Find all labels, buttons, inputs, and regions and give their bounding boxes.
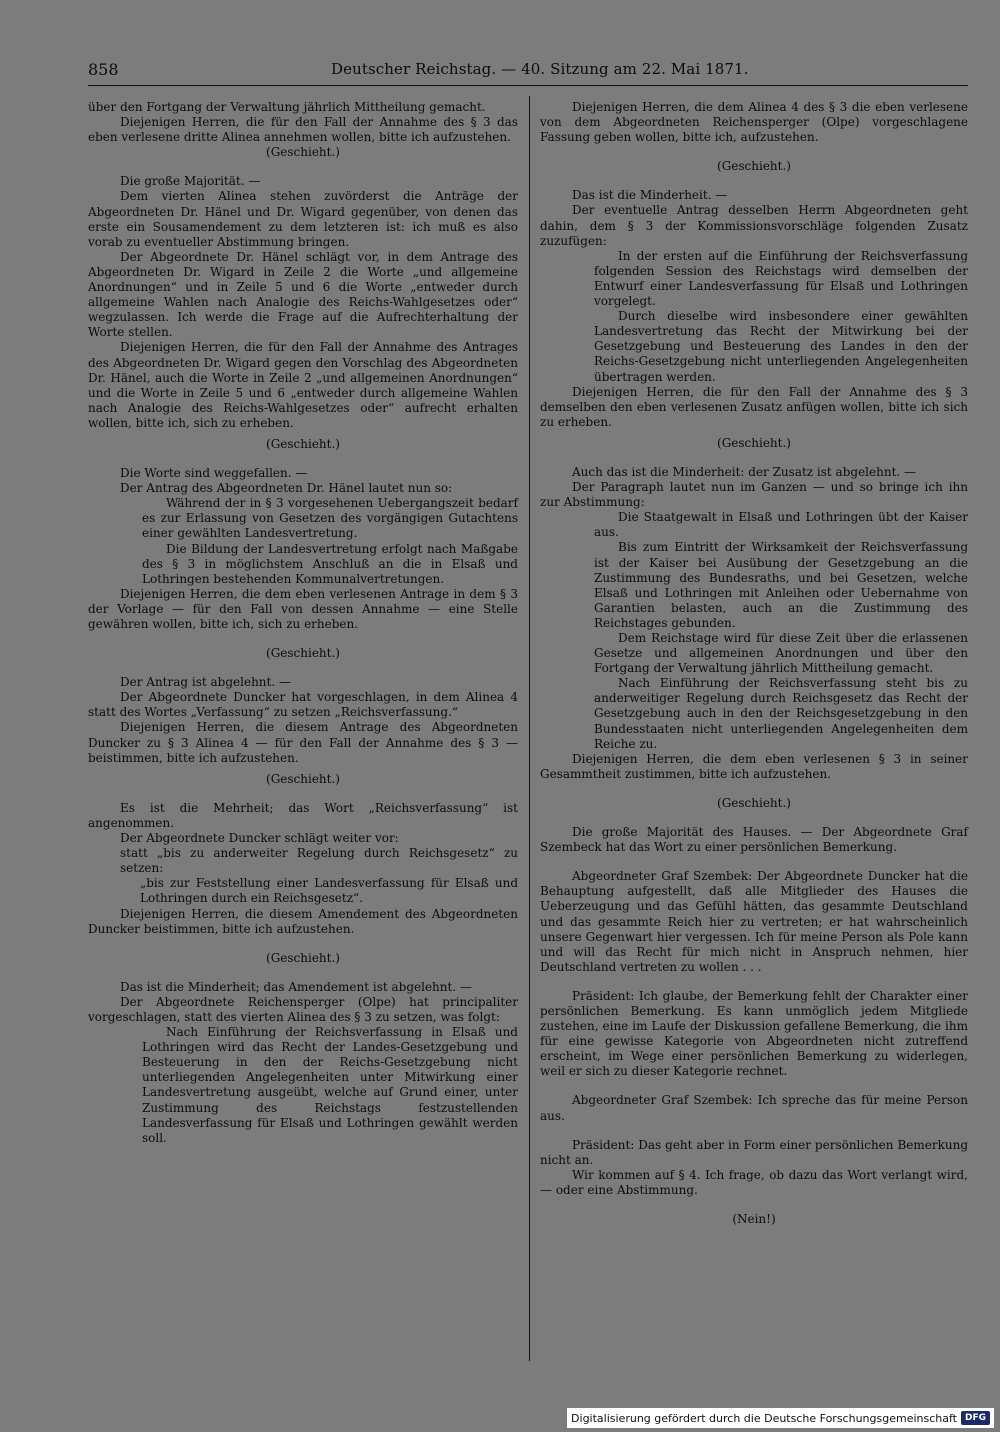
stage-direction: (Geschieht.) [717, 435, 791, 450]
page-number: 858 [88, 60, 119, 79]
paragraph: Der Abgeordnete Duncker hat vorgeschlagen, in dem Alinea 4 statt des Wortes „Verfassung“ zu setzen „Reichsverfassung.“ [88, 690, 518, 720]
paragraph: Wir kommen auf § 4. Ich frage, ob dazu das Wort verlangt wird, — oder eine Abstimmung. [540, 1167, 968, 1197]
quoted-motion: Während der in § 3 vorgesehenen Uebergangszeit bedarf es zur Erlassung von Gesetzen des vorgängigen Gutachtens einer gewählten Landesvertretung. [142, 496, 518, 541]
quoted-motion: Die Bildung der Landesvertretung erfolgt nach Maßgabe des § 3 in möglichstem Anschluß an die in Elsaß und Lothringen bestehenden Kommunalvertretungen. [142, 541, 518, 586]
stage-direction: (Geschieht.) [266, 436, 340, 451]
dfg-logo: DFG [961, 1411, 990, 1425]
quoted-motion: „bis zur Feststellung einer Landesverfassung für Elsaß und Lothringen durch ein Reichsgesetz“. [140, 876, 518, 906]
speech: Präsident: Ich glaube, der Bemerkung fehlt der Charakter einer persönlichen Bemerkung. Es kann unmöglich jedem Mitgliede zustehen, eine im Laufe der Diskussion gefallene Bemerkung, die ihm für eine gewisse Kategorie von Abgeordneten nicht zutreffend erscheint, im Wege einer persönlichen Bemerkung zu widerlegen, weil er sich zu dieser Kategorie rechnet. [540, 988, 968, 1079]
paragraph: Das ist die Minderheit. — [572, 188, 728, 203]
paragraph: Der Abgeordnete Reichensperger (Olpe) hat principaliter vorgeschlagen, statt des vierten Alinea des § 3 zu setzen, was folgt: [88, 994, 518, 1024]
paragraph: Diejenigen Herren, die dem eben verlesenen § 3 in seiner Gesammtheit zustimmen, bitte ich aufzustehen. [540, 751, 968, 781]
quoted-motion: Durch dieselbe wird insbesondere einer gewählten Landesvertretung das Recht der Mitwirkung bei der Gesetzgebung und Besteuerung des Landes in den der Reichs-Gesetzgebung nicht unterliegenden Angelegenheiten übertragen werden. [594, 309, 968, 384]
paragraph: Das ist die Minderheit; das Amendement ist abgelehnt. — [120, 979, 472, 994]
stage-direction: (Nein!) [732, 1212, 776, 1226]
paragraph: Die Worte sind weggefallen. — [120, 466, 308, 481]
paragraph: Diejenigen Herren, die diesem Antrage des Abgeordneten Duncker zu § 3 Alinea 4 — für den Fall der Annahme des § 3 — beistimmen, bitte ich aufzustehen. [88, 720, 518, 765]
header-rule [88, 85, 968, 86]
paragraph: Dem vierten Alinea stehen zuvörderst die Anträge der Abgeordneten Dr. Hänel und Dr. Wigard gegenüber, von denen das erste ein Sousamendement zu dem letzteren ist: ich muß es also vorab zu eventueller Abstimmung bringen. [88, 189, 518, 249]
paragraph: Der Abgeordnete Dr. Hänel schlägt vor, in dem Antrage des Abgeordneten Dr. Wigard in Zeile 2 die Worte „und allgemeine Anordnungen“ und in Zeile 5 und 6 die Worte „entweder durch allgemeine Wahlen nach Analogie des Reichs-Wahlgesetzes oder“ wegzulassen. Ich werde die Frage auf die Aufrechterhaltung der Worte stellen. [88, 249, 518, 340]
paragraph: Es ist die Mehrheit; das Wort „Reichsverfassung“ ist angenommen. [88, 800, 518, 830]
paragraph: Auch das ist die Minderheit: der Zusatz ist abgelehnt. — [572, 464, 917, 479]
column-divider [529, 96, 530, 1361]
speech: Präsident: Das geht aber in Form einer persönlichen Bemerkung nicht an. [540, 1137, 968, 1167]
stage-direction: (Geschieht.) [717, 795, 791, 810]
page-header [88, 56, 968, 86]
stage-direction: (Geschieht.) [266, 771, 340, 786]
paragraph: Diejenigen Herren, die für den Fall der Annahme des § 3 demselben den eben verlesenen Zusatz anfügen wollen, bitte ich sich zu erheben. [540, 384, 968, 429]
stage-direction: (Geschieht.) [266, 646, 340, 661]
paragraph: Diejenigen Herren, die für den Fall der Annahme des § 3 das eben verlesene dritte Alinea annehmen wollen, bitte ich aufzustehen. [88, 115, 518, 145]
left-column [88, 100, 518, 1146]
paragraph: Die große Majorität des Hauses. — Der Abgeordnete Graf Szembeck hat das Wort zu einer persönlichen Bemerkung. [540, 825, 968, 855]
paragraph: Der Antrag ist abgelehnt. — [120, 675, 291, 690]
running-title: Deutscher Reichstag. — 40. Sitzung am 22. Mai 1871. [331, 60, 749, 78]
paragraph: Diejenigen Herren, die dem Alinea 4 des § 3 die eben verlesene von dem Abgeordneten Reichensperger (Olpe) vorgeschlagene Fassung geben wollen, bitte ich, aufzustehen. [540, 100, 968, 145]
paragraph: Diejenigen Herren, die für den Fall der Annahme des Antrages des Abgeordneten Dr. Wigard gegen den Vorschlag des Abgeordneten Dr. Hänel, auch die Worte in Zeile 2 „und allgemeinen Anordnungen“ und die Worte in Zeile 5 und 6 „entweder durch allgemeine Wahlen nach Analogie des Reichs-Wahlgesetzes oder“ aufrecht erhalten wollen, bitte ich, sich zu erheben. [88, 340, 518, 430]
paragraph: Diejenigen Herren, die dem eben verlesenen Antrage in dem § 3 der Vorlage — für den Fall von dessen Annahme — eine Stelle gewähren wollen, bitte ich, sich zu erheben. [88, 586, 518, 631]
quoted-motion: Die Staatgewalt in Elsaß und Lothringen übt der Kaiser aus. [594, 510, 968, 540]
stage-direction: (Geschieht.) [266, 145, 340, 160]
right-column [540, 100, 968, 1227]
speech: Abgeordneter Graf Szembek: Der Abgeordnete Duncker hat die Behauptung aufgestellt, daß alle Mitglieder des Hauses die Ueberzeugung und das Gefühl hätten, das gesammte Deutschland und das gesammte Reich hier zu vertreten; er hat wahrscheinlich unsere Gegenwart hier vergessen. Ich für meine Person als Pole kann und will das Recht für mich nicht in Anspruch nehmen, hier Deutschland vertreten zu wollen . . . [540, 869, 968, 974]
paragraph: Diejenigen Herren, die diesem Amendement des Abgeordneten Duncker beistimmen, bitte ich aufzustehen. [88, 906, 518, 936]
quoted-motion: Nach Einführung der Reichsverfassung in Elsaß und Lothringen wird das Recht der Landes-Gesetzgebung und Besteuerung in den der Reichs-Gesetzgebung nicht unterliegenden Angelegenheiten unter Mitwirkung einer Landesvertretung ausgeübt, welche auf Grund einer, unter Zustimmung des Reichstags festzustellenden Landesverfassung für Elsaß und Lothringen gewählt werden soll. [142, 1025, 518, 1145]
paragraph: Der Abgeordnete Duncker schlägt weiter vor: [120, 831, 399, 846]
quoted-motion: Bis zum Eintritt der Wirksamkeit der Reichsverfassung ist der Kaiser bei Ausübung der Gesetzgebung an die Zustimmung des Bundesraths, und bei Gesetzen, welche Elsaß und Lothringen mit Anleihen oder Uebernahme von Garantien belasten, auch an die Zustimmung des Reichstages gebunden. [594, 540, 968, 630]
paragraph: über den Fortgang der Verwaltung jährlich Mittheilung gemacht. [88, 100, 486, 114]
quoted-motion: Dem Reichstage wird für diese Zeit über die erlassenen Gesetze und allgemeinen Anordnungen und über den Fortgang der Verwaltung jährlich Mittheilung gemacht. [594, 631, 968, 676]
speech: Abgeordneter Graf Szembek: Ich spreche das für meine Person aus. [540, 1093, 968, 1123]
quoted-motion: Nach Einführung der Reichsverfassung steht bis zu anderweitiger Regelung durch Reichsgesetz das Recht der Gesetzgebung auch in den der Reichsgesetzgebung in den Bundesstaaten nicht unterliegenden Angelegenheiten dem Reiche zu. [594, 676, 968, 751]
digitization-credit [567, 1408, 994, 1428]
paragraph: Der Antrag des Abgeordneten Dr. Hänel lautet nun so: [120, 481, 453, 496]
stage-direction: (Geschieht.) [717, 159, 791, 174]
paragraph: Der eventuelle Antrag desselben Herrn Abgeordneten geht dahin, dem § 3 der Kommissionsvorschläge folgenden Zusatz zuzufügen: [540, 203, 968, 248]
quoted-motion: statt „bis zu anderweiter Regelung durch Reichsgesetz“ zu setzen: [120, 846, 518, 876]
credit-text: Digitalisierung gefördert durch die Deutsche Forschungsgemeinschaft [571, 1411, 957, 1425]
paragraph: Der Paragraph lautet nun im Ganzen — und so bringe ich ihn zur Abstimmung: [540, 480, 968, 510]
quoted-motion: In der ersten auf die Einführung der Reichsverfassung folgenden Session des Reichstags wird demselben der Entwurf einer Landesverfassung für Elsaß und Lothringen vorgelegt. [594, 248, 968, 309]
paragraph: Die große Majorität. — [120, 174, 261, 189]
stage-direction: (Geschieht.) [266, 950, 340, 965]
